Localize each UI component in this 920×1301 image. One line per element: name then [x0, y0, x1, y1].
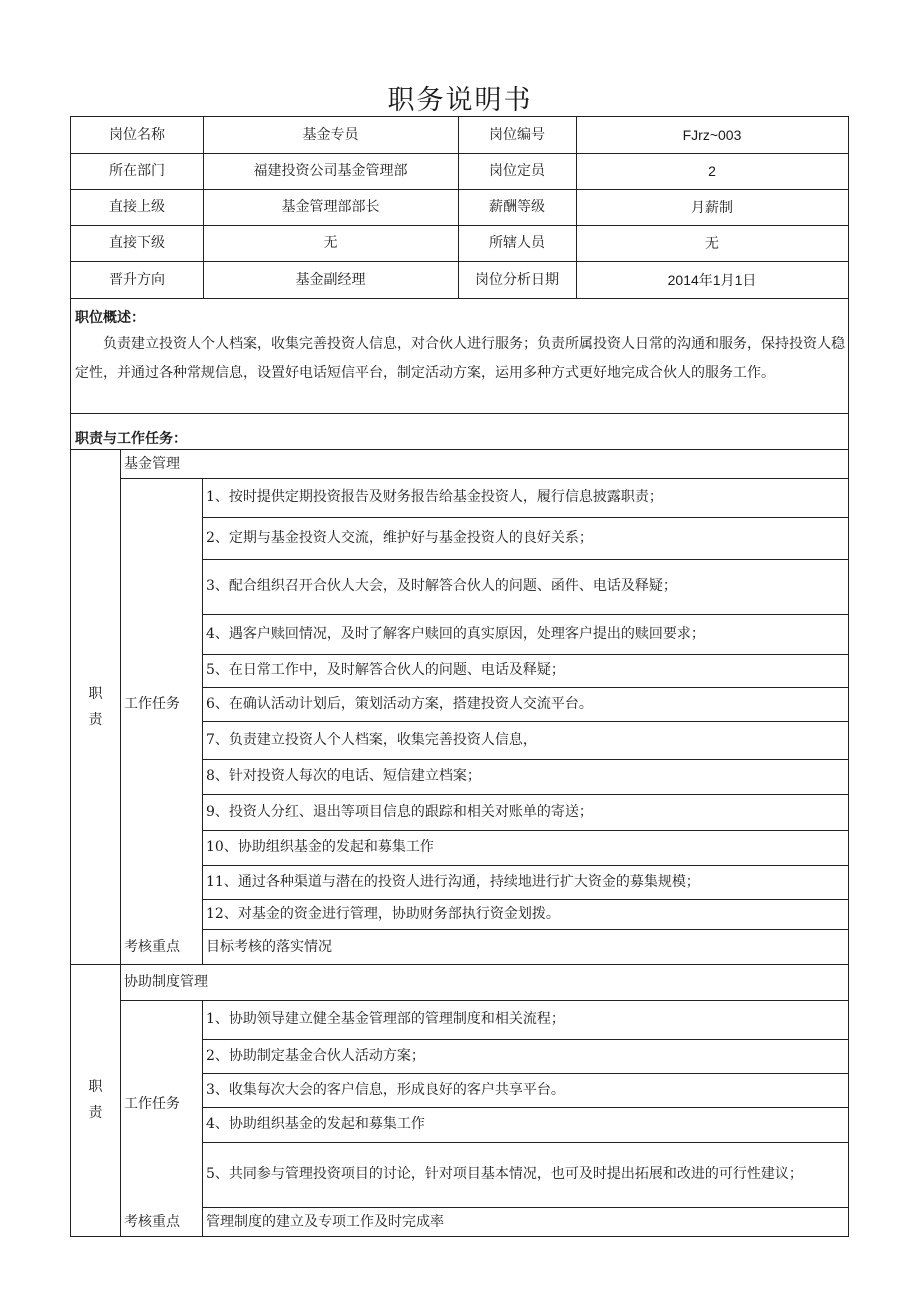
side-label-char: 责 [88, 711, 103, 728]
info-value: FJrz~003 [682, 127, 742, 143]
info-label: 直接下级 [109, 235, 165, 251]
info-value: 无 [705, 235, 719, 251]
info-value: 无 [323, 235, 338, 251]
section-divider [71, 298, 848, 299]
info-value: 2014年1月1日 [667, 271, 757, 288]
info-label: 薪酬等级 [489, 199, 545, 215]
task-item: 9、投资人分红、退出等项目信息的跟踪和相关对账单的寄送； [206, 803, 593, 820]
info-label: 岗位名称 [109, 127, 165, 143]
side-label-char: 职 [88, 685, 103, 702]
info-value: 福建投资公司基金管理部 [253, 163, 408, 179]
task-item: 7、负责建立投资人个人档案，收集完善投资人信息， [206, 731, 537, 748]
info-label: 岗位定员 [489, 163, 545, 179]
section-side-label [71, 964, 120, 1236]
task-item: 12、对基金的资金进行管理，协助财务部执行资金划拨。 [206, 905, 560, 922]
document-title: 职务说明书 [387, 85, 533, 116]
info-label: 岗位分析日期 [475, 271, 559, 288]
side-label-char: 责 [88, 1105, 103, 1121]
task-item: 1、按时提供定期投资报告及财务报告给基金投资人，履行信息披露职责； [206, 489, 663, 505]
job-description-table [70, 116, 849, 1237]
task-item: 5、共同参与管理投资项目的讨论，针对项目基本情况，也可及时提出拓展和改进的可行性建议； [206, 1166, 803, 1182]
info-label: 所在部门 [109, 163, 165, 179]
info-label: 直接上级 [109, 199, 165, 215]
task-item: 6、在确认活动计划后，策划活动方案，搭建投资人交流平台。 [206, 695, 593, 712]
task-item: 5、在日常工作中，及时解答合伙人的问题、电话及释疑； [206, 662, 565, 678]
info-column-divider [203, 117, 204, 298]
info-column-divider [576, 117, 577, 298]
kpi-label: 考核重点 [124, 938, 180, 955]
task-item: 3、配合组织召开合伙人大会，及时解答合伙人的问题、函件、电话及释疑； [206, 578, 677, 594]
task-label: 工作任务 [124, 1095, 180, 1112]
task-label: 工作任务 [124, 695, 180, 712]
info-column-divider [458, 117, 459, 298]
task-item: 4、遇客户赎回情况，及时了解客户赎回的真实原因，处理客户提出的赎回要求； [206, 625, 705, 642]
task-item: 10、协助组织基金的发起和募集工作 [206, 839, 434, 855]
task-item: 8、针对投资人每次的电话、短信建立档案； [206, 768, 481, 784]
task-item: 2、定期与基金投资人交流，维护好与基金投资人的良好关系； [206, 529, 593, 546]
info-label: 所辖人员 [489, 235, 545, 251]
section-divider [71, 413, 848, 414]
info-value: 基金副经理 [295, 271, 366, 288]
task-item: 1、协助领导建立健全基金管理部的管理制度和相关流程； [206, 1011, 565, 1027]
task-item: 3、收集每次大会的客户信息，形成良好的客户共享平台。 [206, 1081, 565, 1098]
info-value: 2 [708, 163, 716, 179]
task-item: 2、协助制定基金合伙人活动方案； [206, 1047, 425, 1064]
task-item: 4、协助组织基金的发起和募集工作 [206, 1116, 425, 1132]
kpi-label: 考核重点 [124, 1213, 180, 1230]
task-item: 11、通过各种渠道与潜在的投资人进行沟通，持续地进行扩大资金的募集规模； [206, 873, 700, 890]
duties-heading: 职责与工作任务： [75, 431, 187, 447]
info-value: 基金管理部部长 [281, 199, 380, 215]
overview-text: 负责建立投资人个人档案，收集完善投资人信息，对合伙人进行服务；负责所属投资人日常的沟通和服务，保持投资人稳定性，并通过各种常规信息，设置好电话短信平台，制定活动方案，运用多种方式更好地完成合伙人的服务工作。 [75, 336, 845, 381]
side-label-char: 职 [88, 1079, 103, 1095]
section-name: 基金管理 [124, 455, 180, 472]
overview-heading: 职位概述： [75, 310, 145, 326]
kpi-value: 目标考核的落实情况 [206, 938, 332, 955]
info-value: 月薪制 [691, 199, 733, 215]
info-label: 晋升方向 [109, 271, 165, 288]
section-side-label [71, 449, 120, 964]
info-value: 基金专员 [302, 127, 359, 143]
kpi-value: 管理制度的建立及专项工作及时完成率 [206, 1213, 444, 1230]
section-name: 协助制度管理 [124, 974, 208, 990]
info-label: 岗位编号 [489, 127, 545, 143]
